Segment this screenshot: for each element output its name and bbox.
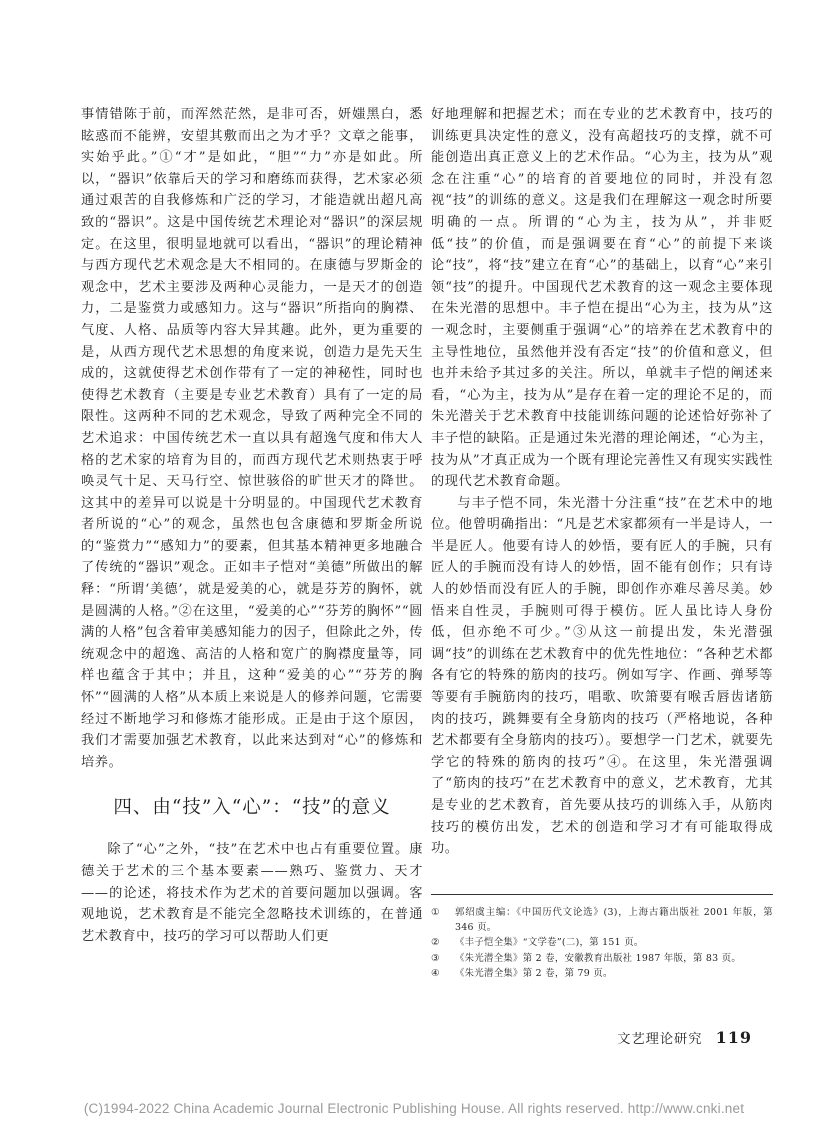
right-column [431,104,773,860]
body-paragraph: 除了“心”之外，“技”在艺术中也占有重要位置。康德关于艺术的三个基本要素——熟巧、鉴赏力、天才——的论述，将技术作为艺术的首要问题加以强调。客观地说，艺术教育是不能完全忽略技术训练的，在普通艺术教育中，技巧的学习可以帮助人们更 [81,842,423,944]
footnote-number: ① [431,907,440,918]
footnote-number: ② [431,937,440,949]
running-footer [617,1028,752,1047]
body-paragraph: 好地理解和把握艺术；而在专业的艺术教育中，技巧的训练更具决定性的意义，没有高超技巧的支撑，就不可能创造出真正意义上的艺术作品。“心为主，技为从”观念在注重“心”的培育的首要地位的同时，并没有忽视“技”的训练的意义。这是我们在理解这一观念时所要明确的一点。所谓的“心为主，技为从”，并非贬低“技”的价值，而是强调要在育“心”的前提下来谈论“技”，将“技”建立在育“心”的基础上，以育“心”来引领“技”的提升。中国现代艺术教育的这一观念主要体现在朱光潜的思想中。丰子恺在提出“心为主，技为从”这一观念时，主要侧重于强调“心”的培养在艺术教育中的主导性地位，虽然他并没有否定“技”的价值和意义，但也并未给予其过多的关注。所以，单就丰子恺的阐述来看，“心为主，技为从”是存在着一定的理论不足的，而朱光潜关于艺术教育中技能训练问题的论述恰好弥补了丰子恺的缺陷。正是通过朱光潜的理论阐述，“心为主，技为从”才真正成为一个既有理论完善性又有现实实践性的现代艺术教育命题。 [431,107,773,490]
footnote-text: 《朱光潜全集》第 2 卷，安徽教育出版社 1987 年版，第 83 页。 [455,952,742,964]
section-heading: 四、由“技”入“心”：“技”的意义 [113,797,391,819]
page-number: 119 [715,1028,752,1047]
left-column [81,104,423,947]
copyright-notice: (C)1994-2022 China Academic Journal Electronic Publishing House. All rights reserved. http://www.cnki.net [83,1101,745,1116]
footnotes [431,894,773,981]
body-paragraph: 与丰子恺不同，朱光潜十分注重“技”在艺术中的地位。他曾明确指出：“凡是艺术家都须有一半是诗人，一半是匠人。他要有诗人的妙悟，要有匠人的手腕，只有匠人的手腕而没有诗人的妙悟，固不能有创作；只有诗人的妙悟而没有匠人的手腕，即创作亦难尽善尽美。妙悟来自性灵，手腕则可得于模仿。匠人虽比诗人身份低，但亦绝不可少。”③从这一前提出发，朱光潜强调“技”的训练在艺术教育中的优先性地位：“各种艺术都各有它的特殊的筋肉的技巧。例如写字、作画、弹琴等等要有手腕筋肉的技巧，唱歌、吹箫要有喉舌唇齿诸筋肉的技巧，跳舞要有全身筋肉的技巧（严格地说，各种艺术都要有全身筋肉的技巧）。要想学一门艺术，就要先学它的特殊的筋肉的技巧”④。在这里，朱光潜强调了“筋肉的技巧”在艺术教育中的意义，艺术教育，尤其是专业的艺术教育，首先要从技巧的训练入手，从筋肉技巧的模仿出发，艺术的创造和学习才有可能取得成功。 [431,495,773,857]
footnote [431,951,773,966]
footnote-text: 《丰子恺全集》“文学卷”(二)，第 151 页。 [455,937,644,949]
footnote [431,935,773,950]
footnote [431,966,773,981]
footnote-number: ③ [431,952,440,964]
body-paragraph: 事情错陈于前，而浑然茫然，是非可否，妍媸黑白，悉眩惑而不能辨，安望其敷而出之为才乎？文章之能事，实始乎此。”①“才”是如此，“胆”“力”亦是如此。所以，“器识”依靠后天的学习和磨练而获得，艺术家必须通过艰苦的自我修炼和广泛的学习，才能造就出超凡高致的“器识”。这是中国传统艺术理论对“器识”的深层规定。在这里，很明显地就可以看出，“器识”的理论精神与西方现代艺术观念是大不相同的。在康德与罗斯金的观念中，艺术主要涉及两种心灵能力，一是天才的创造力，二是鉴赏力或感知力。这与“器识”所指向的胸襟、气度、人格、品质等内容大异其趣。此外，更为重要的是，从西方现代艺术思想的角度来说，创造力是先天生成的，这就使得艺术创作带有了一定的神秘性，同时也使得艺术教育（主要是专业艺术教育）具有了一定的局限性。这两种不同的艺术观念，导致了两种完全不同的艺术追求：中国传统艺术一直以具有超逸气度和伟大人格的艺术家的培育为目的，而西方现代艺术则热衷于呼唤灵气十足、天马行空、惊世骇俗的旷世天才的降世。这其中的差异可以说是十分明显的。中国现代艺术教育者所说的“心”的观念，虽然也包含康德和罗斯金所说的“鉴赏力”“感知力”的要素，但其基本精神更多地融合了传统的“器识”观念。正如丰子恺对“美德”所做出的解释：“所谓‘美德’，就是爱美的心，就是芬芳的胸怀，就是圆满的人格。”②在这里，“爱美的心”“芬芳的胸怀”“圆满的人格”包含着审美感知能力的因子，但除此之外，传统观念中的超逸、高洁的人格和宽广的胸襟度量等，同样也蕴含于其中；并且，这种“爱美的心”“芬芳的胸怀”“圆满的人格”从本质上来说是人的修养问题，它需要经过不断地学习和修炼才能形成。正是由于这个原因，我们才需要加强艺术教育，以此来达到对“心”的修炼和培养。 [81,107,423,770]
footnote-text: 郭绍虞主编：《中国历代文论选》(3)，上海古籍出版社 2001 年版，第 346 页。 [455,907,773,934]
footnote-text: 《朱光潜全集》第 2 卷，第 79 页。 [455,967,613,979]
footnote [431,905,773,935]
journal-name: 文艺理论研究 [617,1032,703,1047]
footnote-number: ④ [431,967,440,979]
